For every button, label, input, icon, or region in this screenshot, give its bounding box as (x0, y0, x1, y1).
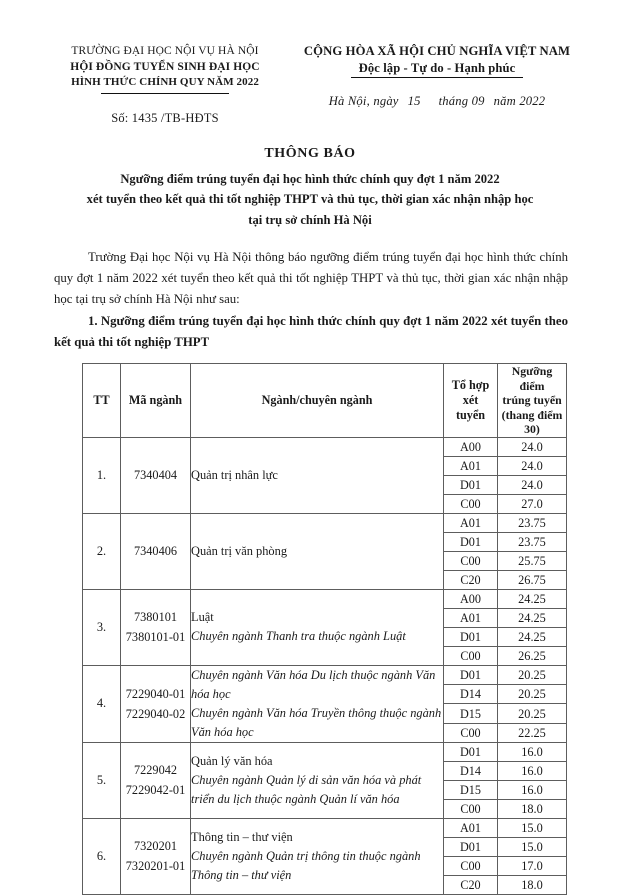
document-header (0, 0, 620, 126)
table-row (83, 665, 567, 684)
th-combination (444, 364, 498, 438)
th-code: Mã ngành (121, 364, 191, 438)
major-code: 7380101 (133, 610, 178, 625)
cell-score: 16.0 (498, 761, 567, 780)
cell-combination: D01 (444, 742, 498, 761)
table-row (83, 437, 567, 456)
cell-score: 20.25 (498, 665, 567, 684)
major-name: Quản trị nhân lực (191, 467, 278, 482)
major-name: Quản lý văn hóa (191, 753, 273, 768)
motto-underline (351, 77, 523, 78)
cell-combination: D01 (444, 665, 498, 684)
cell-major-name (191, 665, 444, 742)
cell-combination: D15 (444, 780, 498, 799)
cell-combination: C20 (444, 875, 498, 894)
cell-combination: D14 (444, 685, 498, 704)
title-sub-line-3: tại trụ sở chính Hà Nội (248, 212, 372, 227)
th-score-line-2: trúng tuyển (502, 393, 562, 408)
cell-major-name (191, 513, 444, 589)
table-body (83, 437, 567, 894)
cell-score: 26.75 (498, 570, 567, 589)
major-name: Thông tin – thư viện (191, 829, 293, 844)
org-line-3: HÌNH THỨC CHÍNH QUY NĂM 2022 (71, 76, 259, 88)
table-row (83, 589, 567, 608)
cell-combination: C20 (444, 570, 498, 589)
major-code: 7340404 (133, 468, 178, 483)
th-tt: TT (83, 364, 121, 438)
major-specialization: Chuyên ngành Quản trị thông tin thuộc ngành Thông tin – thư viện (191, 848, 421, 882)
date-month-label: tháng (438, 94, 469, 109)
major-name: Quản trị văn phòng (191, 543, 288, 558)
cell-major-code (121, 665, 191, 742)
th-score (498, 364, 567, 438)
cell-combination: C00 (444, 494, 498, 513)
cell-score: 18.0 (498, 799, 567, 818)
major-code: 7340406 (133, 544, 178, 559)
org-line-2: HỘI ĐỒNG TUYỂN SINH ĐẠI HỌC (70, 60, 260, 73)
nation-motto: Độc lập - Tự do - Hạnh phúc (358, 61, 516, 75)
nation-title: CỘNG HÒA XÃ HỘI CHỦ NGHĨA VIỆT NAM (303, 44, 571, 58)
cell-major-code (121, 437, 191, 513)
cell-combination: A01 (444, 456, 498, 475)
score-table-wrapper (0, 363, 620, 895)
major-code: 7229040-02 (125, 706, 186, 721)
cell-score: 15.0 (498, 818, 567, 837)
cell-combination: C00 (444, 551, 498, 570)
cell-major-code (121, 513, 191, 589)
cell-tt: 1. (83, 437, 121, 513)
cell-major-code (121, 742, 191, 818)
major-specialization: Chuyên ngành Văn hóa Du lịch thuộc ngành Văn hóa học (191, 667, 436, 701)
title-sub-line-1: Ngưỡng điểm trúng tuyển đại học hình thức chính quy đợt 1 năm 2022 (120, 171, 500, 186)
cell-combination: A00 (444, 589, 498, 608)
date-month: 09 (471, 94, 485, 109)
cell-major-name (191, 437, 444, 513)
table-row (83, 818, 567, 837)
document-title-block (0, 146, 620, 231)
org-line-1: TRƯỜNG ĐẠI HỌC NỘI VỤ HÀ NỘI (71, 45, 259, 57)
cell-combination: C00 (444, 856, 498, 875)
major-code: 7229042-01 (125, 783, 186, 798)
cell-score: 24.0 (498, 437, 567, 456)
cell-major-name (191, 589, 444, 665)
cell-combination: A01 (444, 608, 498, 627)
cell-score: 25.75 (498, 551, 567, 570)
major-specialization: Chuyên ngành Quản lý di sản văn hóa và phát triển du lịch thuộc ngành Quản lí văn hóa (191, 772, 422, 806)
table-header-row (83, 364, 567, 438)
issue-date (294, 94, 580, 109)
org-underline (101, 93, 229, 94)
table-head (83, 364, 567, 438)
cell-combination: A01 (444, 513, 498, 532)
cell-combination: C00 (444, 723, 498, 742)
cell-score: 24.25 (498, 589, 567, 608)
major-code: 7229042 (133, 763, 178, 778)
major-code: 7320201-01 (125, 859, 186, 874)
major-specialization: Chuyên ngành Văn hóa Truyền thông thuộc ngành Văn hóa học (191, 705, 442, 739)
cell-combination: A01 (444, 818, 498, 837)
cell-tt: 6. (83, 818, 121, 894)
cell-major-code (121, 818, 191, 894)
major-code: 7380101-01 (125, 630, 186, 645)
cell-score: 24.25 (498, 608, 567, 627)
cell-tt: 3. (83, 589, 121, 665)
cell-combination: D01 (444, 627, 498, 646)
cell-tt: 2. (83, 513, 121, 589)
major-code: 7320201 (133, 839, 178, 854)
title-subtitle (34, 169, 586, 231)
title-sub-line-2: xét tuyển theo kết quả thi tốt nghiệp THPT và thủ tục, thời gian xác nhận nhập học (86, 192, 534, 207)
cell-combination: A00 (444, 437, 498, 456)
cell-combination: C00 (444, 646, 498, 665)
cell-score: 17.0 (498, 856, 567, 875)
major-name: Luật (191, 610, 214, 625)
th-combination-line-3: tuyển (455, 408, 486, 423)
cell-combination: C00 (444, 799, 498, 818)
intro-paragraph: Trường Đại học Nội vụ Hà Nội thông báo ngưỡng điểm trúng tuyển đại học hình thức chính quy đợt 1 năm 2022 xét tuyển theo kết quả thi tốt nghiệp THPT và thủ tục, thời gian xác nhận nhập học tại trụ sở chính Hà Nội như sau: (54, 250, 568, 307)
date-day: 15 (407, 94, 421, 109)
cell-score: 22.25 (498, 723, 567, 742)
major-specialization: Chuyên ngành Thanh tra thuộc ngành Luật (191, 629, 406, 644)
th-name: Ngành/chuyên ngành (191, 364, 444, 438)
date-year-label: năm (493, 94, 516, 109)
cell-score: 15.0 (498, 837, 567, 856)
th-score-line-4: 30) (524, 422, 540, 437)
table-row (83, 742, 567, 761)
cell-score: 23.75 (498, 513, 567, 532)
cell-score: 27.0 (498, 494, 567, 513)
cell-combination: D01 (444, 532, 498, 551)
th-combination-line-2: xét (462, 393, 479, 408)
th-combination-line-1: Tổ hợp (451, 378, 490, 393)
table-row (83, 513, 567, 532)
cell-combination: D15 (444, 704, 498, 723)
cell-tt: 4. (83, 665, 121, 742)
admission-score-table (82, 363, 567, 895)
cell-combination: D01 (444, 837, 498, 856)
cell-major-name (191, 742, 444, 818)
cell-score: 20.25 (498, 685, 567, 704)
cell-score: 16.0 (498, 742, 567, 761)
cell-score: 20.25 (498, 704, 567, 723)
national-heading (290, 44, 580, 109)
cell-score: 23.75 (498, 532, 567, 551)
major-code: 7229040-01 (125, 686, 186, 701)
cell-score: 26.25 (498, 646, 567, 665)
issuing-organization (40, 44, 290, 126)
cell-score: 16.0 (498, 780, 567, 799)
th-score-line-3: (thang điểm (501, 407, 563, 422)
date-place: Hà Nội, ngày (328, 94, 399, 109)
cell-score: 24.25 (498, 627, 567, 646)
cell-tt: 5. (83, 742, 121, 818)
document-body (0, 247, 620, 353)
cell-score: 18.0 (498, 875, 567, 894)
cell-major-code (121, 589, 191, 665)
cell-combination: D14 (444, 761, 498, 780)
document-number: Số: 1435 /TB-HĐTS (111, 110, 219, 125)
th-score-line-1: Ngưỡng điểm (511, 364, 553, 393)
page-title: THÔNG BÁO (264, 145, 356, 161)
cell-combination: D01 (444, 475, 498, 494)
section-1-heading: 1. Ngưỡng điểm trúng tuyển đại học hình thức chính quy đợt 1 năm 2022 xét tuyển theo kết quả thi tốt nghiệp THPT (54, 314, 568, 350)
cell-major-name (191, 818, 444, 894)
date-year: 2022 (519, 94, 546, 109)
cell-score: 24.0 (498, 475, 567, 494)
cell-score: 24.0 (498, 456, 567, 475)
